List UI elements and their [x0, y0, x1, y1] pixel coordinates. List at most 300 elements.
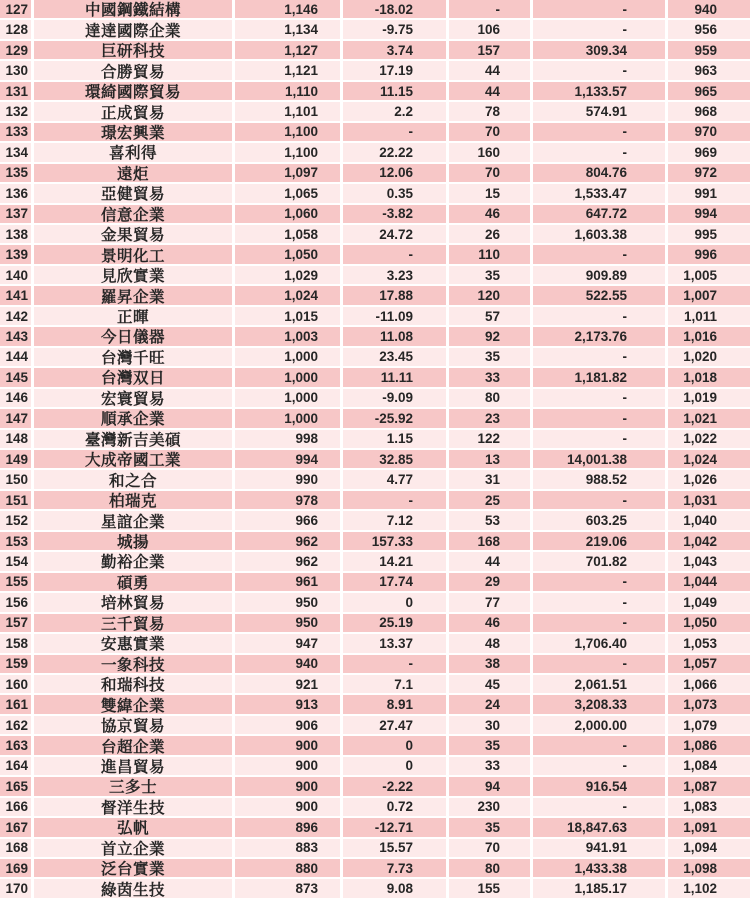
company-name-cell[interactable]: 城揚: [34, 532, 235, 550]
company-name-cell[interactable]: 大成帝國工業: [34, 450, 235, 468]
col6-number-cell[interactable]: 2,173.76: [533, 327, 668, 345]
col3-number-cell[interactable]: 900: [235, 757, 343, 775]
col5-number-cell[interactable]: 122: [449, 430, 533, 448]
col6-number-cell[interactable]: -: [533, 593, 668, 611]
col3-number-cell[interactable]: 913: [235, 695, 343, 713]
col7-number-cell[interactable]: 1,044: [683, 574, 717, 590]
col7-number-cell[interactable]: 969: [694, 144, 717, 160]
col7-number-cell[interactable]: 1,024: [683, 451, 717, 467]
col4-number-cell[interactable]: -: [343, 491, 449, 509]
row-number-cell[interactable]: 148: [0, 430, 34, 448]
col4-number-cell[interactable]: 7.12: [343, 511, 449, 529]
col3-number-cell[interactable]: 1,101: [235, 102, 343, 120]
col4-number-cell[interactable]: 0: [343, 593, 449, 611]
col6-number-cell[interactable]: 3,208.33: [533, 695, 668, 713]
col4-number-cell[interactable]: -: [343, 655, 449, 673]
col6-number-cell[interactable]: 647.72: [533, 205, 668, 223]
col6-number-cell[interactable]: -: [533, 307, 668, 325]
row-number-cell[interactable]: 145: [0, 368, 34, 386]
row-number-cell[interactable]: 165: [0, 777, 34, 795]
col4-number-cell[interactable]: 24.72: [343, 225, 449, 243]
col3-number-cell[interactable]: 1,058: [235, 225, 343, 243]
col7-number-cell[interactable]: 968: [694, 103, 717, 119]
col5-number-cell[interactable]: 44: [449, 82, 533, 100]
row-number-cell[interactable]: 139: [0, 245, 34, 263]
col4-number-cell[interactable]: 17.74: [343, 573, 449, 591]
row-number-cell[interactable]: 158: [0, 634, 34, 652]
col6-number-cell[interactable]: -: [533, 20, 668, 38]
col7-number-cell[interactable]: 1,019: [683, 390, 717, 406]
col4-number-cell[interactable]: -: [343, 123, 449, 141]
col3-number-cell[interactable]: 900: [235, 736, 343, 754]
col3-number-cell[interactable]: 994: [235, 450, 343, 468]
col7-number-cell[interactable]: 1,042: [683, 533, 717, 549]
col6-number-cell[interactable]: 1,133.57: [533, 82, 668, 100]
company-name-cell[interactable]: 泛台實業: [34, 859, 235, 877]
row-number-cell[interactable]: 156: [0, 593, 34, 611]
company-name-cell[interactable]: 金果貿易: [34, 225, 235, 243]
row-number-cell[interactable]: 167: [0, 818, 34, 836]
col6-number-cell[interactable]: -: [533, 614, 668, 632]
col4-number-cell[interactable]: 17.88: [343, 286, 449, 304]
col3-number-cell[interactable]: 947: [235, 634, 343, 652]
col4-number-cell[interactable]: -18.02: [343, 0, 449, 18]
col3-number-cell[interactable]: 950: [235, 593, 343, 611]
col4-number-cell[interactable]: 0: [343, 736, 449, 754]
col4-number-cell[interactable]: 3.74: [343, 41, 449, 59]
col3-number-cell[interactable]: 906: [235, 716, 343, 734]
col5-number-cell[interactable]: 48: [449, 634, 533, 652]
col5-number-cell[interactable]: 44: [449, 552, 533, 570]
company-name-cell[interactable]: 信意企業: [34, 205, 235, 223]
col4-number-cell[interactable]: 7.1: [343, 675, 449, 693]
row-number-cell[interactable]: 135: [0, 164, 34, 182]
col6-number-cell[interactable]: 309.34: [533, 41, 668, 59]
company-name-cell[interactable]: 中國鋼鐵結構: [34, 0, 235, 18]
col6-number-cell[interactable]: -: [533, 757, 668, 775]
row-number-cell[interactable]: 131: [0, 82, 34, 100]
col4-number-cell[interactable]: 0.35: [343, 184, 449, 202]
col5-number-cell[interactable]: 94: [449, 777, 533, 795]
col5-number-cell[interactable]: 230: [449, 798, 533, 816]
col3-number-cell[interactable]: 1,065: [235, 184, 343, 202]
col4-number-cell[interactable]: 7.73: [343, 859, 449, 877]
col3-number-cell[interactable]: 880: [235, 859, 343, 877]
row-number-cell[interactable]: 147: [0, 409, 34, 427]
col4-number-cell[interactable]: 1.15: [343, 430, 449, 448]
col6-number-cell[interactable]: 909.89: [533, 266, 668, 284]
col4-number-cell[interactable]: -3.82: [343, 205, 449, 223]
col4-number-cell[interactable]: 12.06: [343, 164, 449, 182]
col6-number-cell[interactable]: 701.82: [533, 552, 668, 570]
col5-number-cell[interactable]: 24: [449, 695, 533, 713]
col7-number-cell[interactable]: 1,073: [683, 697, 717, 713]
col7-number-cell[interactable]: 1,102: [683, 881, 717, 897]
col5-number-cell[interactable]: 26: [449, 225, 533, 243]
col5-number-cell[interactable]: 155: [449, 879, 533, 897]
col3-number-cell[interactable]: 883: [235, 839, 343, 857]
row-number-cell[interactable]: 152: [0, 511, 34, 529]
company-name-cell[interactable]: 督洋生技: [34, 798, 235, 816]
row-number-cell[interactable]: 146: [0, 389, 34, 407]
col7-number-cell[interactable]: 1,091: [683, 819, 717, 835]
company-name-cell[interactable]: 培林貿易: [34, 593, 235, 611]
company-name-cell[interactable]: 今日儀器: [34, 327, 235, 345]
col4-number-cell[interactable]: 15.57: [343, 839, 449, 857]
col5-number-cell[interactable]: 45: [449, 675, 533, 693]
company-name-cell[interactable]: 三千貿易: [34, 614, 235, 632]
col4-number-cell[interactable]: 11.08: [343, 327, 449, 345]
row-number-cell[interactable]: 136: [0, 184, 34, 202]
col4-number-cell[interactable]: 0: [343, 757, 449, 775]
col6-number-cell[interactable]: 1,185.17: [533, 879, 668, 897]
col5-number-cell[interactable]: 13: [449, 450, 533, 468]
col6-number-cell[interactable]: -: [533, 389, 668, 407]
row-number-cell[interactable]: 169: [0, 859, 34, 877]
col4-number-cell[interactable]: -25.92: [343, 409, 449, 427]
col4-number-cell[interactable]: 11.15: [343, 82, 449, 100]
row-number-cell[interactable]: 164: [0, 757, 34, 775]
col7-number-cell[interactable]: 1,086: [683, 738, 717, 754]
company-name-cell[interactable]: 一象科技: [34, 655, 235, 673]
col5-number-cell[interactable]: 78: [449, 102, 533, 120]
col5-number-cell[interactable]: 80: [449, 859, 533, 877]
col7-number-cell[interactable]: 959: [694, 42, 717, 58]
col7-number-cell[interactable]: 991: [694, 185, 717, 201]
col7-number-cell[interactable]: 1,020: [683, 349, 717, 365]
col4-number-cell[interactable]: 11.11: [343, 368, 449, 386]
col5-number-cell[interactable]: 15: [449, 184, 533, 202]
company-name-cell[interactable]: 宏寰貿易: [34, 389, 235, 407]
col5-number-cell[interactable]: 44: [449, 61, 533, 79]
col3-number-cell[interactable]: 1,024: [235, 286, 343, 304]
col7-number-cell[interactable]: 1,018: [683, 369, 717, 385]
row-number-cell[interactable]: 151: [0, 491, 34, 509]
col5-number-cell[interactable]: 120: [449, 286, 533, 304]
col5-number-cell[interactable]: 46: [449, 205, 533, 223]
row-number-cell[interactable]: 133: [0, 123, 34, 141]
col3-number-cell[interactable]: 921: [235, 675, 343, 693]
company-name-cell[interactable]: 合勝貿易: [34, 61, 235, 79]
row-number-cell[interactable]: 159: [0, 655, 34, 673]
row-number-cell[interactable]: 149: [0, 450, 34, 468]
col3-number-cell[interactable]: 962: [235, 552, 343, 570]
company-name-cell[interactable]: 璟宏興業: [34, 123, 235, 141]
col5-number-cell[interactable]: 33: [449, 757, 533, 775]
col5-number-cell[interactable]: 35: [449, 348, 533, 366]
row-number-cell[interactable]: 141: [0, 286, 34, 304]
col7-number-cell[interactable]: 1,084: [683, 758, 717, 774]
company-name-cell[interactable]: 碩勇: [34, 573, 235, 591]
company-name-cell[interactable]: 亞健貿易: [34, 184, 235, 202]
company-name-cell[interactable]: 環綺國際貿易: [34, 82, 235, 100]
col5-number-cell[interactable]: 80: [449, 389, 533, 407]
col5-number-cell[interactable]: 30: [449, 716, 533, 734]
col3-number-cell[interactable]: 1,100: [235, 143, 343, 161]
col3-number-cell[interactable]: 873: [235, 879, 343, 897]
col3-number-cell[interactable]: 990: [235, 470, 343, 488]
col7-number-cell[interactable]: 995: [694, 226, 717, 242]
col6-number-cell[interactable]: 988.52: [533, 470, 668, 488]
col7-number-cell[interactable]: 1,053: [683, 635, 717, 651]
col7-number-cell[interactable]: 1,087: [683, 778, 717, 794]
col7-number-cell[interactable]: 1,031: [683, 492, 717, 508]
row-number-cell[interactable]: 127: [0, 0, 34, 18]
col7-number-cell[interactable]: 1,022: [683, 431, 717, 447]
col6-number-cell[interactable]: -: [533, 655, 668, 673]
col7-number-cell[interactable]: 956: [694, 22, 717, 38]
col4-number-cell[interactable]: 17.19: [343, 61, 449, 79]
company-name-cell[interactable]: 達達國際企業: [34, 20, 235, 38]
col3-number-cell[interactable]: 1,000: [235, 409, 343, 427]
col3-number-cell[interactable]: 1,003: [235, 327, 343, 345]
col6-number-cell[interactable]: 219.06: [533, 532, 668, 550]
col6-number-cell[interactable]: -: [533, 245, 668, 263]
col6-number-cell[interactable]: 2,061.51: [533, 675, 668, 693]
col6-number-cell[interactable]: 1,533.47: [533, 184, 668, 202]
row-number-cell[interactable]: 170: [0, 879, 34, 897]
col5-number-cell[interactable]: 35: [449, 266, 533, 284]
col4-number-cell[interactable]: -11.09: [343, 307, 449, 325]
col3-number-cell[interactable]: 1,060: [235, 205, 343, 223]
col6-number-cell[interactable]: 14,001.38: [533, 450, 668, 468]
company-name-cell[interactable]: 柏瑞克: [34, 491, 235, 509]
col6-number-cell[interactable]: 1,181.82: [533, 368, 668, 386]
col5-number-cell[interactable]: 25: [449, 491, 533, 509]
row-number-cell[interactable]: 160: [0, 675, 34, 693]
company-name-cell[interactable]: 遠炬: [34, 164, 235, 182]
col4-number-cell[interactable]: -: [343, 245, 449, 263]
row-number-cell[interactable]: 162: [0, 716, 34, 734]
col6-number-cell[interactable]: 804.76: [533, 164, 668, 182]
col5-number-cell[interactable]: 106: [449, 20, 533, 38]
col3-number-cell[interactable]: 1,100: [235, 123, 343, 141]
col3-number-cell[interactable]: 1,134: [235, 20, 343, 38]
col7-number-cell[interactable]: 965: [694, 83, 717, 99]
col4-number-cell[interactable]: 157.33: [343, 532, 449, 550]
row-number-cell[interactable]: 129: [0, 41, 34, 59]
col4-number-cell[interactable]: 4.77: [343, 470, 449, 488]
col7-number-cell[interactable]: 1,011: [683, 308, 717, 324]
company-name-cell[interactable]: 正成貿易: [34, 102, 235, 120]
col4-number-cell[interactable]: 14.21: [343, 552, 449, 570]
col7-number-cell[interactable]: 1,083: [683, 799, 717, 815]
col7-number-cell[interactable]: 996: [694, 247, 717, 263]
col3-number-cell[interactable]: 962: [235, 532, 343, 550]
col7-number-cell[interactable]: 940: [694, 1, 717, 17]
col4-number-cell[interactable]: -9.75: [343, 20, 449, 38]
col7-number-cell[interactable]: 1,094: [683, 840, 717, 856]
col4-number-cell[interactable]: 13.37: [343, 634, 449, 652]
company-name-cell[interactable]: 弘帆: [34, 818, 235, 836]
row-number-cell[interactable]: 128: [0, 20, 34, 38]
row-number-cell[interactable]: 137: [0, 205, 34, 223]
company-name-cell[interactable]: 巨研科技: [34, 41, 235, 59]
col4-number-cell[interactable]: 3.23: [343, 266, 449, 284]
col6-number-cell[interactable]: 916.54: [533, 777, 668, 795]
col7-number-cell[interactable]: 1,098: [683, 860, 717, 876]
company-name-cell[interactable]: 景明化工: [34, 245, 235, 263]
col6-number-cell[interactable]: -: [533, 348, 668, 366]
col6-number-cell[interactable]: -: [533, 0, 668, 18]
company-name-cell[interactable]: 順承企業: [34, 409, 235, 427]
col6-number-cell[interactable]: -: [533, 61, 668, 79]
col7-number-cell[interactable]: 994: [694, 206, 717, 222]
col3-number-cell[interactable]: 1,015: [235, 307, 343, 325]
col4-number-cell[interactable]: -12.71: [343, 818, 449, 836]
col5-number-cell[interactable]: 57: [449, 307, 533, 325]
col5-number-cell[interactable]: 70: [449, 164, 533, 182]
col7-number-cell[interactable]: 1,050: [683, 615, 717, 631]
company-name-cell[interactable]: 進昌貿易: [34, 757, 235, 775]
company-name-cell[interactable]: 勤裕企業: [34, 552, 235, 570]
row-number-cell[interactable]: 142: [0, 307, 34, 325]
row-number-cell[interactable]: 163: [0, 736, 34, 754]
col7-number-cell[interactable]: 1,005: [683, 267, 717, 283]
row-number-cell[interactable]: 140: [0, 266, 34, 284]
col7-number-cell[interactable]: 1,026: [683, 472, 717, 488]
col3-number-cell[interactable]: 1,146: [235, 0, 343, 18]
company-name-cell[interactable]: 和瑞科技: [34, 675, 235, 693]
col4-number-cell[interactable]: 0.72: [343, 798, 449, 816]
col5-number-cell[interactable]: 53: [449, 511, 533, 529]
col3-number-cell[interactable]: 900: [235, 777, 343, 795]
col4-number-cell[interactable]: -9.09: [343, 389, 449, 407]
company-name-cell[interactable]: 正暉: [34, 307, 235, 325]
col5-number-cell[interactable]: 70: [449, 839, 533, 857]
company-name-cell[interactable]: 台灣千旺: [34, 348, 235, 366]
col7-number-cell[interactable]: 1,043: [683, 553, 717, 569]
col4-number-cell[interactable]: 27.47: [343, 716, 449, 734]
company-name-cell[interactable]: 台超企業: [34, 736, 235, 754]
col5-number-cell[interactable]: 157: [449, 41, 533, 59]
col3-number-cell[interactable]: 896: [235, 818, 343, 836]
row-number-cell[interactable]: 144: [0, 348, 34, 366]
col6-number-cell[interactable]: 522.55: [533, 286, 668, 304]
col5-number-cell[interactable]: 38: [449, 655, 533, 673]
col3-number-cell[interactable]: 1,000: [235, 368, 343, 386]
row-number-cell[interactable]: 166: [0, 798, 34, 816]
col6-number-cell[interactable]: 2,000.00: [533, 716, 668, 734]
col6-number-cell[interactable]: -: [533, 736, 668, 754]
row-number-cell[interactable]: 132: [0, 102, 34, 120]
col5-number-cell[interactable]: 29: [449, 573, 533, 591]
col6-number-cell[interactable]: -: [533, 491, 668, 509]
col7-number-cell[interactable]: 1,040: [683, 513, 717, 529]
col7-number-cell[interactable]: 970: [694, 124, 717, 140]
col3-number-cell[interactable]: 978: [235, 491, 343, 509]
col6-number-cell[interactable]: 1,603.38: [533, 225, 668, 243]
col7-number-cell[interactable]: 1,057: [683, 656, 717, 672]
company-name-cell[interactable]: 和之合: [34, 470, 235, 488]
col3-number-cell[interactable]: 998: [235, 430, 343, 448]
col6-number-cell[interactable]: 574.91: [533, 102, 668, 120]
col3-number-cell[interactable]: 940: [235, 655, 343, 673]
company-name-cell[interactable]: 協京貿易: [34, 716, 235, 734]
company-name-cell[interactable]: 見欣實業: [34, 266, 235, 284]
col6-number-cell[interactable]: -: [533, 430, 668, 448]
col4-number-cell[interactable]: 32.85: [343, 450, 449, 468]
company-name-cell[interactable]: 羅昇企業: [34, 286, 235, 304]
company-name-cell[interactable]: 星誼企業: [34, 511, 235, 529]
col7-number-cell[interactable]: 1,049: [683, 594, 717, 610]
row-number-cell[interactable]: 134: [0, 143, 34, 161]
col6-number-cell[interactable]: 1,433.38: [533, 859, 668, 877]
col6-number-cell[interactable]: -: [533, 573, 668, 591]
company-name-cell[interactable]: 台灣双日: [34, 368, 235, 386]
row-number-cell[interactable]: 153: [0, 532, 34, 550]
col5-number-cell[interactable]: 110: [449, 245, 533, 263]
row-number-cell[interactable]: 138: [0, 225, 34, 243]
col4-number-cell[interactable]: 9.08: [343, 879, 449, 897]
col6-number-cell[interactable]: -: [533, 143, 668, 161]
company-name-cell[interactable]: 安惠實業: [34, 634, 235, 652]
col5-number-cell[interactable]: 23: [449, 409, 533, 427]
col4-number-cell[interactable]: 25.19: [343, 614, 449, 632]
col5-number-cell[interactable]: 46: [449, 614, 533, 632]
col5-number-cell[interactable]: 35: [449, 818, 533, 836]
col7-number-cell[interactable]: 1,007: [683, 288, 717, 304]
col3-number-cell[interactable]: 1,110: [235, 82, 343, 100]
row-number-cell[interactable]: 154: [0, 552, 34, 570]
col7-number-cell[interactable]: 1,079: [683, 717, 717, 733]
col6-number-cell[interactable]: 603.25: [533, 511, 668, 529]
row-number-cell[interactable]: 157: [0, 614, 34, 632]
col7-number-cell[interactable]: 963: [694, 63, 717, 79]
row-number-cell[interactable]: 161: [0, 695, 34, 713]
col3-number-cell[interactable]: 1,000: [235, 389, 343, 407]
col5-number-cell[interactable]: 92: [449, 327, 533, 345]
col4-number-cell[interactable]: 22.22: [343, 143, 449, 161]
col4-number-cell[interactable]: 2.2: [343, 102, 449, 120]
col6-number-cell[interactable]: -: [533, 798, 668, 816]
company-name-cell[interactable]: 三多士: [34, 777, 235, 795]
col7-number-cell[interactable]: 1,066: [683, 676, 717, 692]
col3-number-cell[interactable]: 1,000: [235, 348, 343, 366]
company-name-cell[interactable]: 首立企業: [34, 839, 235, 857]
col5-number-cell[interactable]: -: [449, 0, 533, 18]
col7-number-cell[interactable]: 972: [694, 165, 717, 181]
col5-number-cell[interactable]: 77: [449, 593, 533, 611]
col5-number-cell[interactable]: 160: [449, 143, 533, 161]
col3-number-cell[interactable]: 950: [235, 614, 343, 632]
col3-number-cell[interactable]: 900: [235, 798, 343, 816]
col6-number-cell[interactable]: -: [533, 409, 668, 427]
company-name-cell[interactable]: 喜利得: [34, 143, 235, 161]
company-name-cell[interactable]: 綠茵生技: [34, 879, 235, 897]
col3-number-cell[interactable]: 1,127: [235, 41, 343, 59]
col3-number-cell[interactable]: 1,029: [235, 266, 343, 284]
row-number-cell[interactable]: 150: [0, 470, 34, 488]
row-number-cell[interactable]: 155: [0, 573, 34, 591]
col3-number-cell[interactable]: 1,121: [235, 61, 343, 79]
company-name-cell[interactable]: 臺灣新吉美碩: [34, 430, 235, 448]
col5-number-cell[interactable]: 31: [449, 470, 533, 488]
col7-number-cell[interactable]: 1,021: [683, 410, 717, 426]
col6-number-cell[interactable]: 18,847.63: [533, 818, 668, 836]
col5-number-cell[interactable]: 70: [449, 123, 533, 141]
company-name-cell[interactable]: 雙緯企業: [34, 695, 235, 713]
col5-number-cell[interactable]: 35: [449, 736, 533, 754]
col4-number-cell[interactable]: 23.45: [343, 348, 449, 366]
col6-number-cell[interactable]: 941.91: [533, 839, 668, 857]
row-number-cell[interactable]: 143: [0, 327, 34, 345]
row-number-cell[interactable]: 168: [0, 839, 34, 857]
col3-number-cell[interactable]: 1,097: [235, 164, 343, 182]
col3-number-cell[interactable]: 1,050: [235, 245, 343, 263]
col3-number-cell[interactable]: 961: [235, 573, 343, 591]
col4-number-cell[interactable]: -2.22: [343, 777, 449, 795]
